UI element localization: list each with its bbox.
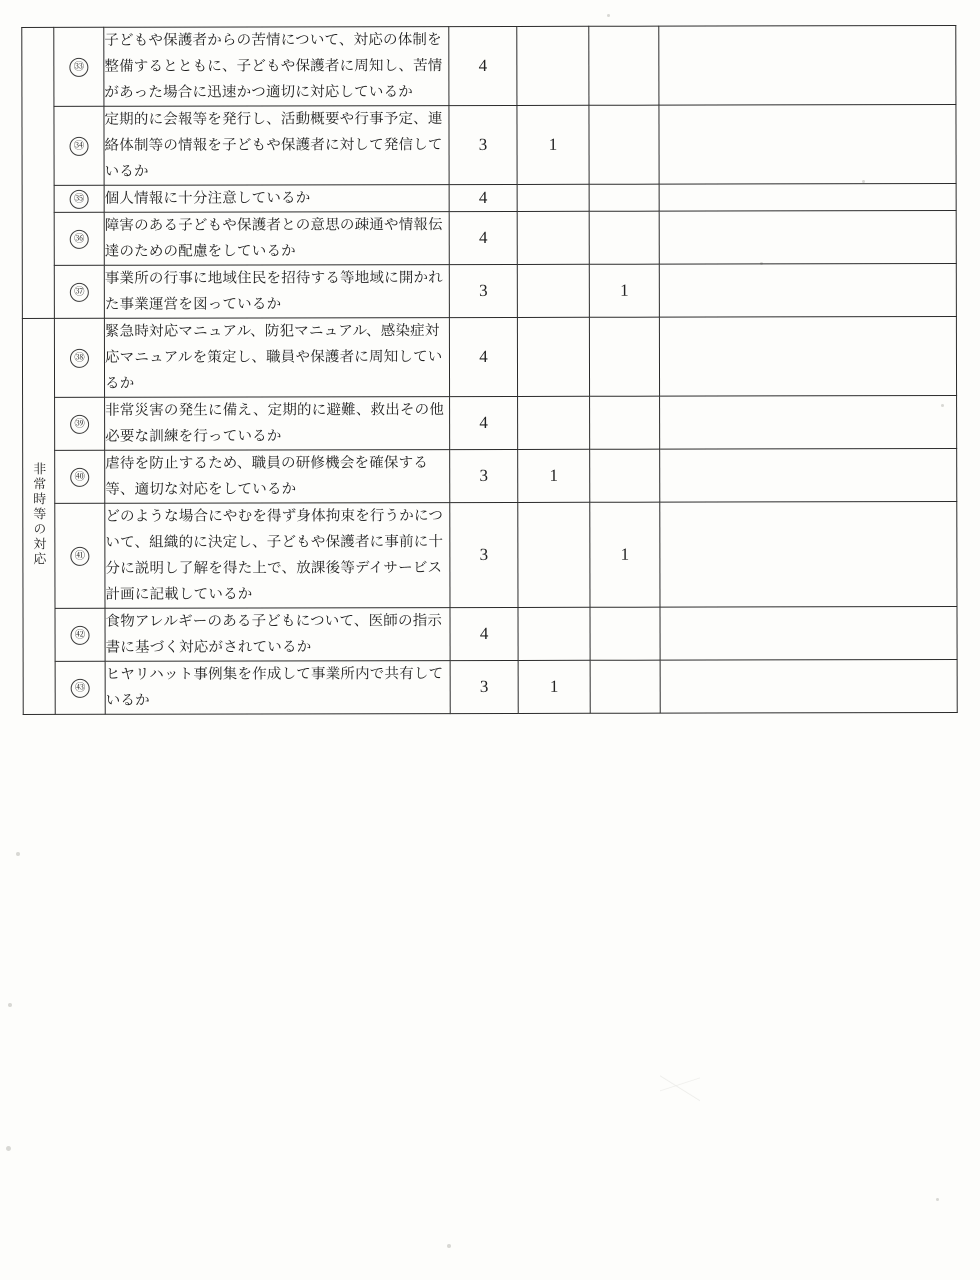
table-row (22, 211, 956, 266)
note-cell (660, 502, 957, 608)
row-number: ㊱ (54, 212, 104, 265)
evaluation-table-wrapper (22, 26, 956, 714)
score-b-cell: 1 (518, 660, 590, 713)
score-b-cell (517, 211, 589, 264)
score-b-cell (517, 317, 589, 396)
note-cell (659, 105, 956, 185)
score-a-cell: 3 (449, 264, 517, 317)
row-number: ㉟ (54, 185, 104, 212)
note-cell (660, 449, 957, 503)
table-row (23, 660, 957, 715)
score-a-cell: 3 (450, 449, 518, 502)
item-text: 食物アレルギーのある子どもについて、医師の指示書に基づく対応がされているか (105, 608, 450, 662)
item-text: 事業所の行事に地域住民を招待する等地域に開かれた事業運営を図っているか (104, 265, 449, 319)
score-c-cell (590, 660, 660, 713)
table-row (22, 184, 956, 213)
item-text: 障害のある子どもや保護者との意思の疎通や情報伝達のための配慮をしているか (104, 212, 449, 266)
note-cell (660, 396, 957, 450)
table-row (23, 607, 957, 662)
score-b-cell (517, 26, 589, 105)
row-number: ㊴ (55, 397, 105, 450)
score-c-cell (589, 105, 659, 184)
score-b-cell (517, 264, 589, 317)
note-cell (660, 607, 957, 661)
item-text: 非常災害の発生に備え、定期的に避難、救出その他必要な訓練を行っているか (105, 397, 450, 451)
row-number: ㊷ (55, 608, 105, 661)
score-b-cell (518, 502, 590, 607)
score-c-cell (589, 317, 659, 396)
score-a-cell: 4 (449, 211, 517, 264)
score-b-cell (518, 396, 590, 449)
score-a-cell: 4 (449, 184, 517, 211)
row-number: ㊶ (55, 503, 105, 608)
item-text: 虐待を防止するため、職員の研修機会を確保する等、適切な対応をしているか (105, 450, 450, 504)
item-text: 個人情報に十分注意しているか (104, 185, 449, 213)
note-cell (660, 660, 957, 714)
dust-speck (447, 1244, 451, 1248)
score-b-cell (517, 184, 589, 211)
note-cell (659, 317, 956, 397)
row-number: ㊳ (54, 318, 104, 397)
score-a-cell: 4 (449, 26, 517, 105)
note-cell (659, 26, 956, 106)
score-a-cell: 3 (450, 660, 518, 713)
category-cell-emergency-response: 非常時等の対応 (22, 318, 55, 714)
table-row (22, 264, 956, 319)
score-a-cell: 3 (450, 502, 518, 607)
table-row (23, 502, 957, 609)
row-number: ㉞ (54, 106, 104, 185)
score-c-cell (590, 607, 660, 660)
item-text: ヒヤリハット事例集を作成して事業所内で共有しているか (105, 661, 450, 715)
table-row (22, 105, 956, 186)
score-b-cell: 1 (517, 105, 589, 184)
score-a-cell: 4 (450, 607, 518, 660)
item-text: 緊急時対応マニュアル、防犯マニュアル、感染症対応マニュアルを策定し、職員や保護者に周知しているか (104, 318, 449, 398)
item-text: 子どもや保護者からの苦情について、対応の体制を整備するとともに、子どもや保護者に周知し、苦情があった場合に迅速かつ適切に対応しているか (104, 27, 449, 107)
row-number: ㊲ (54, 265, 104, 318)
score-c-cell (589, 184, 659, 211)
dust-speck (936, 1198, 939, 1201)
category-cell-group-1 (22, 27, 55, 318)
row-number: ㊵ (55, 450, 105, 503)
dust-speck (8, 1003, 12, 1007)
evaluation-table (21, 25, 957, 715)
score-c-cell: 1 (589, 264, 659, 317)
score-a-cell: 3 (449, 105, 517, 184)
item-text: どのような場合にやむを得ず身体拘束を行うかについて、組織的に決定し、子どもや保護者に事前に十分に説明し了解を得た上で、放課後等デイサービス計画に記載しているか (105, 503, 450, 609)
scan-smudge (660, 1068, 700, 1104)
score-a-cell: 4 (449, 317, 517, 396)
table-row (23, 449, 957, 504)
score-c-cell: 1 (590, 502, 660, 607)
dust-speck (6, 1146, 11, 1151)
score-c-cell (589, 211, 659, 264)
row-number: ㊸ (55, 661, 105, 714)
dust-speck (16, 852, 20, 856)
score-c-cell (589, 26, 659, 105)
table-row (22, 317, 956, 398)
note-cell (659, 211, 956, 265)
table-row (23, 396, 957, 451)
score-c-cell (590, 396, 660, 449)
score-b-cell (518, 607, 590, 660)
row-number: ㉝ (54, 27, 104, 106)
note-cell (659, 264, 956, 318)
score-a-cell: 4 (450, 396, 518, 449)
table-row (22, 26, 956, 107)
item-text: 定期的に会報等を発行し、活動概要や行事予定、連絡体制等の情報を子どもや保護者に対して発信しているか (104, 106, 449, 186)
note-cell (659, 184, 956, 212)
score-c-cell (590, 449, 660, 502)
score-b-cell: 1 (518, 449, 590, 502)
dust-speck (607, 14, 610, 17)
